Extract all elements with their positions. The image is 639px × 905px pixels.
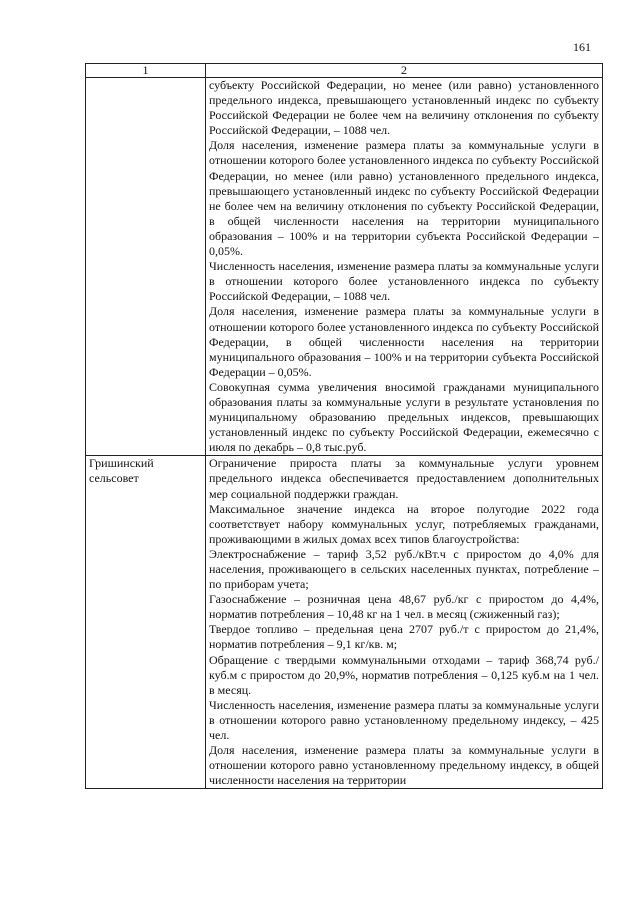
table-row [86,78,603,456]
paragraph: Доля населения, изменение размера платы за коммунальные услуги в отношении которого более установленного индекса по субъекту Российской Федерации, но менее (или равно) установленного предельного индекса, превышающего установленный индекс по субъекту Российской Федерации не более чем на величину отклонения по субъекту Российской Федерации, в общей численности населения на территории муниципального образования – 100% и на территории субъекта Российской Федерации – 0,05%. [209,138,599,259]
document-table [85,63,603,789]
row-content-cell [206,78,603,456]
paragraph: Электроснабжение – тариф 3,52 руб./кВт.ч с приростом до 4,0% для населения, проживающего в сельских населенных пунктах, потребление – по приборам учета; [209,546,599,592]
column-header-2: 2 [206,64,603,78]
paragraph: Численность населения, изменение размера платы за коммунальные услуги в отношении которого равно установленному предельному индексу, – 425 чел. [209,697,599,743]
row-label-cell [86,78,206,456]
paragraph: Максимальное значение индекса на второе полугодие 2022 года соответствует набору коммунальных услуг, потребляемых гражданами, проживающими в жилых домах всех типов благоустройства: [209,501,599,546]
row-label-cell [86,456,206,789]
paragraph: Твердое топливо – предельная цена 2707 руб./т с приростом до 21,4%, норматив потребления – 9,1 кг/кв. м; [209,622,599,652]
table-header-row [86,64,603,78]
paragraph: Доля населения, изменение размера платы за коммунальные услуги в отношении которого более установленного индекса по субъекту Российской Федерации, в общей численности населения на территории муниципального образования – 100% и на территории субъекта Российской Федерации – 0,05%. [209,304,599,379]
paragraph: Газоснабжение – розничная цена 48,67 руб./кг с приростом до 4,4%, норматив потребления – 10,48 кг на 1 чел. в месяц (сжиженный газ); [209,592,599,622]
column-header-1: 1 [86,64,206,78]
paragraph: субъекту Российской Федерации, но менее (или равно) установленного предельного индекса, превышающего установленный индекс по субъекту Российской Федерации не более чем на величину отклонения по субъекту Российской Федерации, – 1088 чел. [209,78,599,138]
table-row [86,456,603,789]
paragraph: Обращение с твердыми коммунальными отходами – тариф 368,74 руб./куб.м с приростом до 20,9%, норматив потребления – 0,125 куб.м на 1 чел. в месяц. [209,652,599,697]
page-number: 161 [573,40,591,54]
paragraph: Совокупная сумма увеличения вносимой гражданами муниципального образования платы за коммунальные услуги в результате установления по муниципальному образованию предельных индексов, превышающих установленный индекс по субъекту Российской Федерации, ежемесячно с июля по декабрь – 0,8 тыс.руб. [209,379,599,455]
row-label: Гришинский сельсовет [89,456,154,486]
paragraph: Численность населения, изменение размера платы за коммунальные услуги в отношении которого более установленного индекса по субъекту Российской Федерации, – 1088 чел. [209,259,599,304]
row-content-cell [206,456,603,789]
paragraph: Доля населения, изменение размера платы за коммунальные услуги в отношении которого равно установленному предельному индексу, в общей численности населения на территории [209,743,599,788]
paragraph: Ограничение прироста платы за коммунальные услуги уровнем предельного индекса обеспечивается предоставлением дополнительных мер социальной поддержки граждан. [209,456,599,501]
